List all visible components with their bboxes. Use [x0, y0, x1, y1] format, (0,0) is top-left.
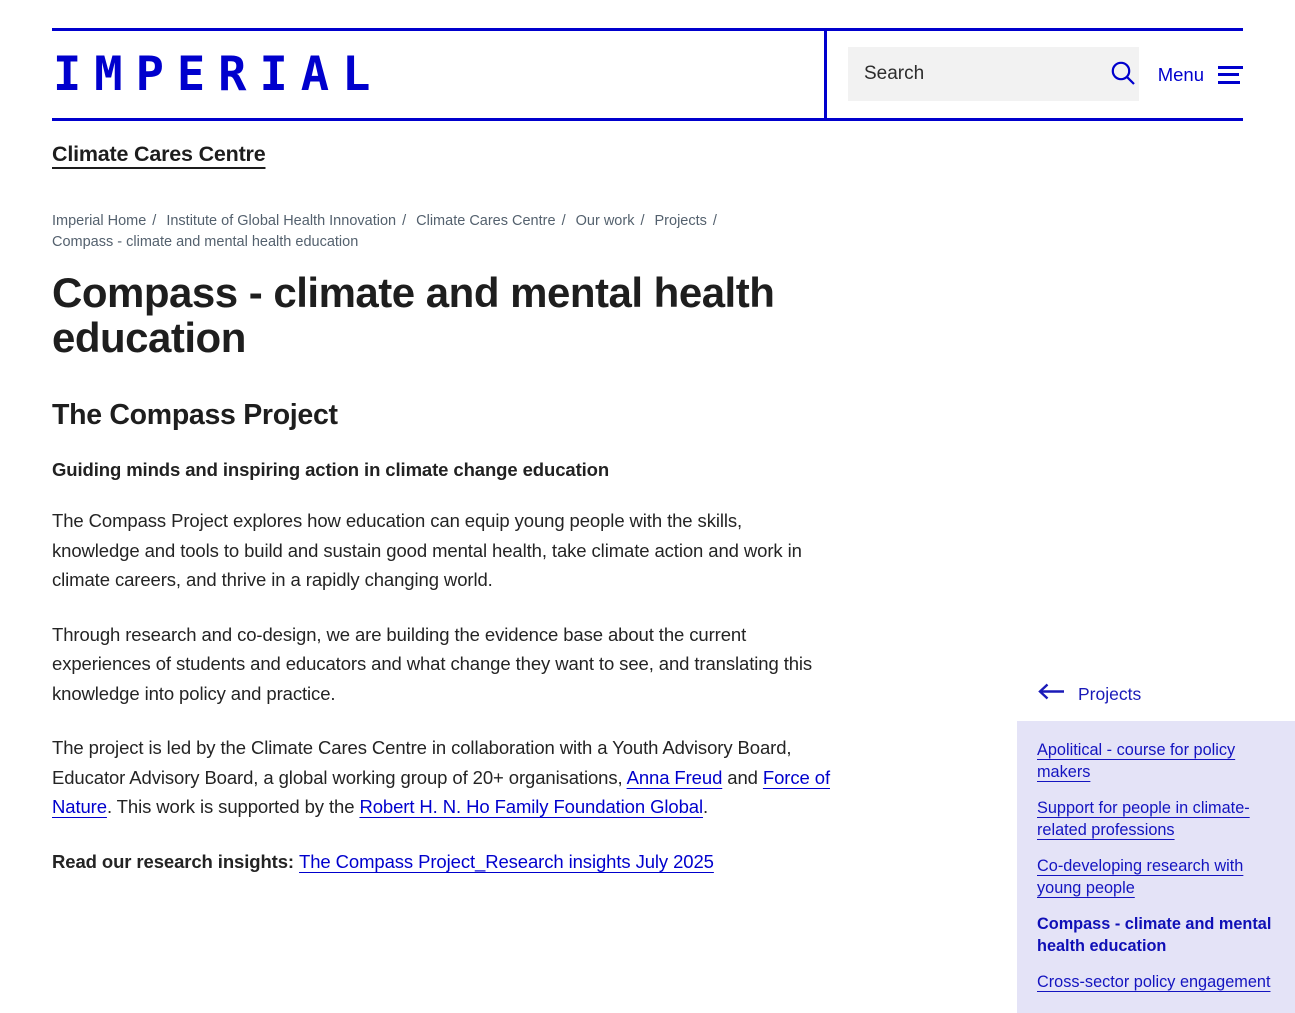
sidebar-item-support-climate-professions[interactable]: Support for people in climate-related professions [1037, 799, 1250, 839]
breadcrumb-item-our-work[interactable]: Our work [575, 213, 635, 229]
sidebar-project-list [1017, 721, 1295, 1013]
paragraph-3-text: The project is led by the Climate Cares Centre in collaboration with a Youth Advisory Board, Educator Advisory Board, a global working group of 20+ organisations, [52, 737, 792, 788]
projects-sidebar [1017, 683, 1295, 1013]
breadcrumb-item-imperial-home[interactable]: Imperial Home [52, 213, 147, 229]
section-heading: The Compass Project [52, 399, 338, 431]
search-input[interactable] [864, 63, 1109, 85]
paragraph-3-text: . This work is supported by the [106, 796, 360, 817]
force-of-nature-link[interactable]: Force of Nature [52, 766, 830, 817]
paragraph-3-text: . [702, 796, 709, 817]
paragraph-1: The Compass Project explores how education can equip young people with the skills, knowledge and tools to build and sustain good mental health, take climate action and work in climate careers, and thrive in a rapidly changing world. [52, 510, 802, 590]
logo-cell [52, 31, 827, 118]
breadcrumb-separator: / [561, 213, 566, 229]
breadcrumb [52, 211, 772, 253]
site-link-row [52, 142, 1241, 167]
sidebar-item-compass-current: Compass - climate and mental health education [1037, 915, 1272, 955]
header-right [827, 31, 1243, 118]
main-column [52, 270, 832, 876]
sidebar-item-apolitical[interactable]: Apolitical - course for policy makers [1037, 741, 1236, 781]
page-title: Compass - climate and mental health education [52, 269, 775, 361]
insights-label: Read our research insights: [52, 850, 300, 872]
back-arrow-icon [1037, 683, 1066, 705]
sidebar-item-codeveloping-research[interactable]: Co-developing research with young people [1037, 857, 1244, 897]
breadcrumb-separator: / [712, 213, 717, 229]
breadcrumb-item-climate-cares-centre[interactable]: Climate Cares Centre [416, 213, 556, 229]
insights-row [52, 847, 832, 877]
breadcrumb-item-projects[interactable]: Projects [654, 213, 707, 229]
back-label: Projects [1078, 683, 1142, 704]
climate-cares-centre-link[interactable]: Climate Cares Centre [52, 142, 266, 166]
menu-button[interactable] [1158, 31, 1243, 118]
paragraph-2: Through research and co-design, we are building the evidence base about the current experiences of students and educators and what change they want to see, and translating this knowledge into policy and practice. [52, 623, 813, 704]
breadcrumb-separator: / [152, 213, 157, 229]
search-icon [1109, 59, 1137, 90]
breadcrumb-separator: / [402, 213, 407, 229]
page [0, 28, 1293, 991]
ho-family-foundation-link[interactable]: Robert H. N. Ho Family Foundation Global [359, 796, 703, 817]
back-to-projects-link[interactable] [1037, 683, 1295, 705]
breadcrumb-item-current: Compass - climate and mental health education [52, 234, 359, 250]
search-button[interactable] [1109, 59, 1137, 90]
content [52, 269, 1272, 991]
hamburger-icon [1218, 66, 1243, 84]
site-header [52, 28, 1243, 121]
anna-freud-link[interactable]: Anna Freud [626, 766, 723, 788]
breadcrumb-separator: / [640, 213, 645, 229]
paragraph-3 [52, 733, 832, 822]
menu-label: Menu [1157, 63, 1204, 85]
sidebar-item-cross-sector-policy[interactable]: Cross-sector policy engagement [1037, 973, 1271, 991]
research-insights-link[interactable]: The Compass Project_Research insights July 2025 [299, 850, 714, 872]
breadcrumb-item-ighi[interactable]: Institute of Global Health Innovation [166, 213, 397, 229]
imperial-logo[interactable]: IMPERIAL [53, 47, 384, 102]
search-box[interactable] [848, 47, 1139, 101]
lead-text: Guiding minds and inspiring action in climate change education [52, 459, 610, 480]
paragraph-3-text: and [722, 766, 763, 788]
